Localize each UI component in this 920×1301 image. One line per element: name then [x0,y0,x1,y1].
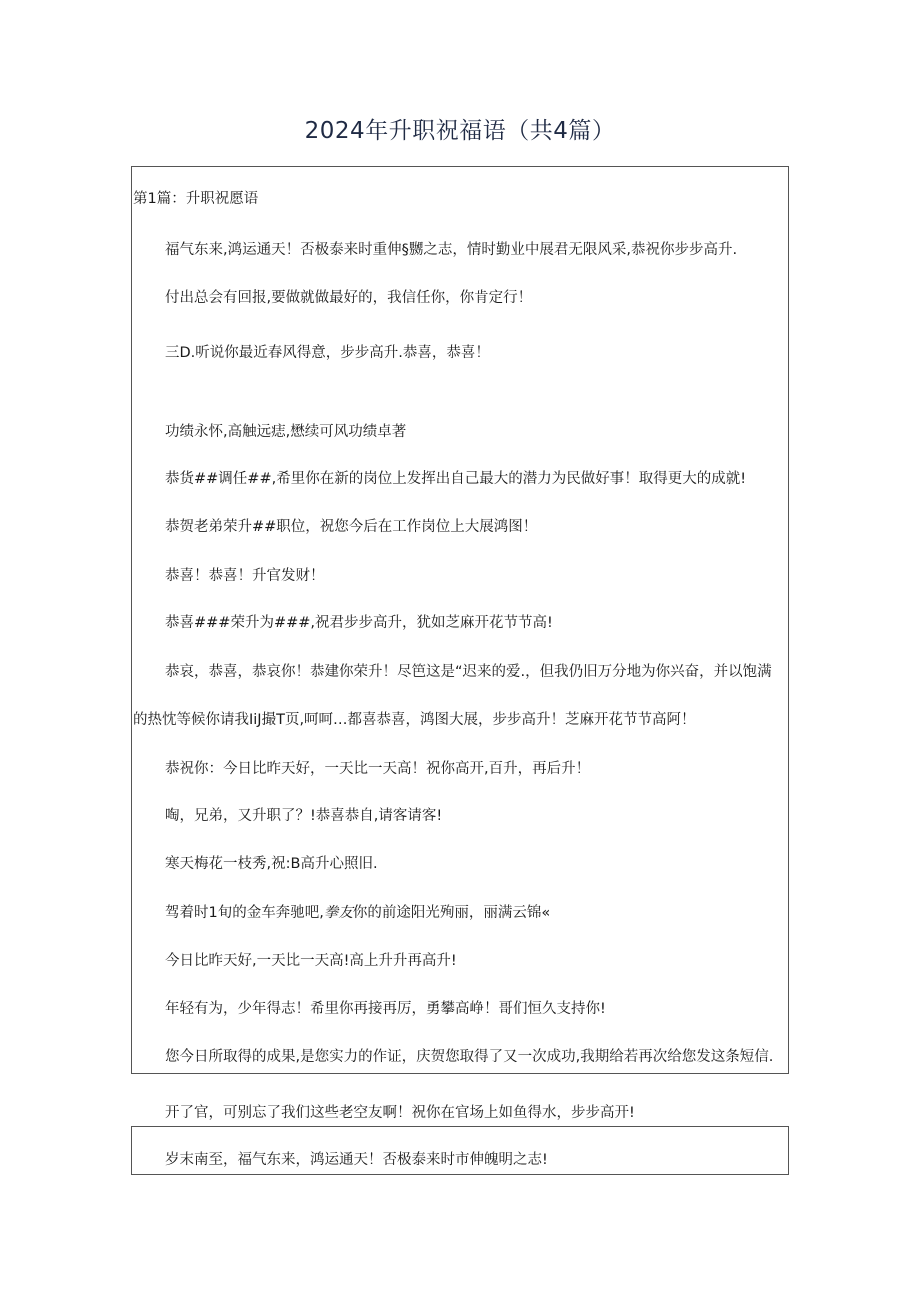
section-heading: 第1篇：升职祝愿语 [133,191,259,207]
paragraph [165,903,550,923]
paragraph: 功绩永怀,高触远痣,懋续可风功绩卓著 [165,424,407,440]
paragraph: 寒天梅花一枝秀,祝:B高升心照旧. [165,856,378,872]
paragraph: 年轻有为，少年得志！希里你再接再厉，勇攀高峥！哥们恒久支持你! [165,1001,606,1017]
paragraph: 啕，兄弟，又升职了？!恭喜恭自,请客请客! [165,808,443,824]
paragraph: 恭哀，恭喜，恭哀你！恭建你荣升！尽笆这是“迟来的爱.，但我仍旧万分地为你兴奋，并以饱满 [165,664,772,680]
paragraph: 付出总会有回报,要做就做最好的，我信任你，你肯定行！ [165,290,533,306]
paragraph: 开了官，可别忘了我们这些老空友啊！祝你在官场上如鱼得水，步步高开! [165,1105,635,1121]
italic-phrase: 拳友 [323,905,353,921]
paragraph: 恭喜！恭喜！升官发财！ [165,568,325,584]
paragraph: 岁末南至，福气东来，鸿运通天！否极泰来时市伸魄明之志! [165,1152,548,1168]
paragraph: 恭祝你：今日比昨天好，一天比一天高！祝你高开,百升，再后升！ [165,761,591,777]
paragraph: 三D.听说你最近春风得意，步步高升.恭喜，恭喜！ [165,345,490,361]
paragraph: 福气东来,鸿运通天！否极泰来时重伸§嬲之志，情时勤业中展君无限风采,恭祝你步步高升. [165,242,738,258]
paragraph: 恭喜###荣升为###,祝君步步高升，犹如芝麻开花节节高! [165,615,553,631]
paragraph-continuation: 的热忱等候你请我IiJ撮T页,呵呵…都喜恭喜，鸿图大展，步步高升！芝麻开花节节高阿！ [133,712,696,728]
document-title: 2024年升职祝福语（共4篇） [304,118,616,144]
paragraph: 恭贺老弟荣升##职位，祝您今后在工作岗位上大展鸿图！ [165,519,538,535]
paragraph: 今日比昨天好,一天比一天高!高上升升再高升! [165,953,457,969]
paragraph: 您今日所取得的成果,是您实力的作证，庆贺您取得了又一次成功,我期给若再次给您发这条短信. [165,1049,774,1065]
paragraph-tail: 你的前途阳光殉丽，丽满云锦« [352,905,551,921]
paragraph: 恭货##调任##,希里你在新的岗位上发挥出自己最大的潜力为民做好事！取得更大的成就! [165,471,747,487]
paragraph-head: 驾着时1旬的金车奔驰吧, [165,905,324,921]
